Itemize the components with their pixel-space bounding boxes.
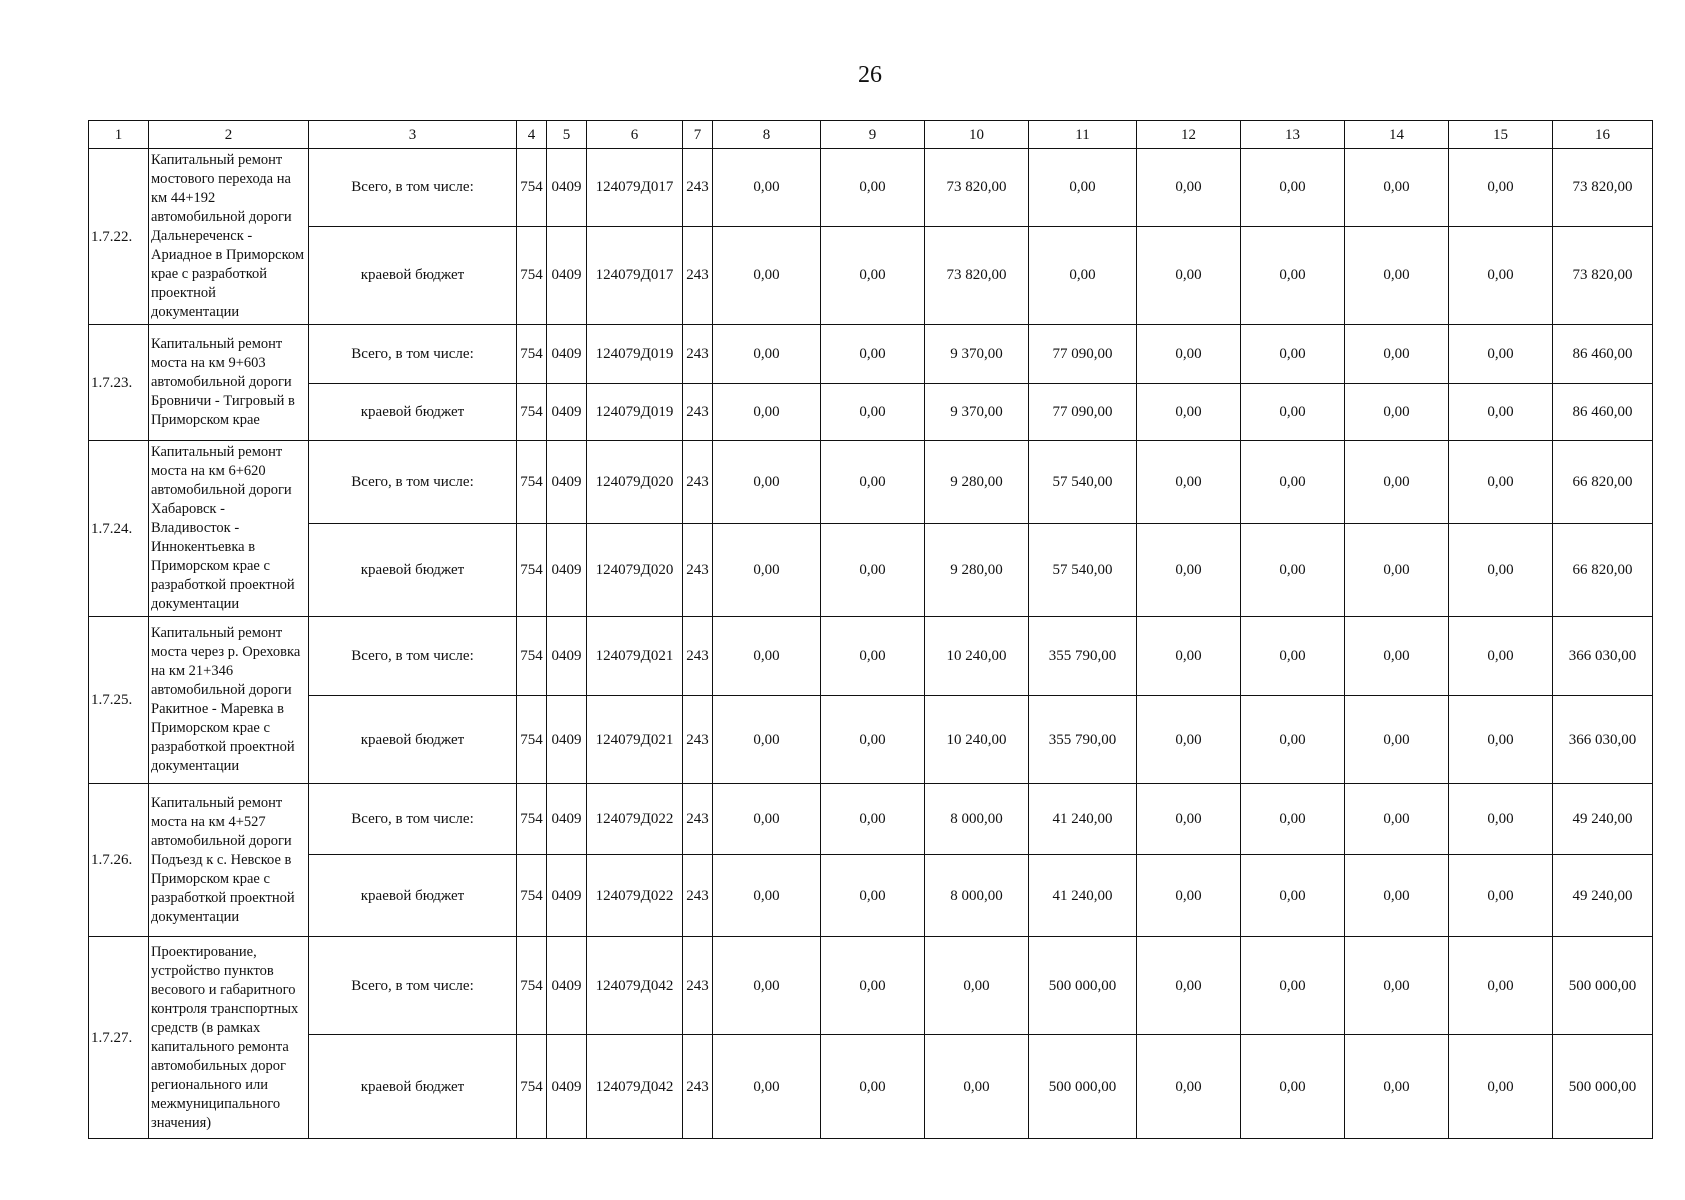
value-col-8: 0,00 bbox=[713, 441, 821, 524]
value-col-15: 0,00 bbox=[1449, 617, 1553, 696]
value-col-13: 0,00 bbox=[1241, 1035, 1345, 1139]
value-col-13: 0,00 bbox=[1241, 617, 1345, 696]
row-number: 1.7.25. bbox=[89, 617, 149, 784]
code-vr: 243 bbox=[683, 384, 713, 441]
value-col-12: 0,00 bbox=[1137, 149, 1241, 227]
code-csr: 124079Д022 bbox=[587, 784, 683, 855]
value-col-15: 0,00 bbox=[1449, 325, 1553, 384]
code-gr: 754 bbox=[517, 226, 547, 324]
item-name: Капитальный ремонт моста через р. Ореховка на км 21+346 автомобильной дороги Ракитное - Маревка в Приморском крае с разработкой проектной документации bbox=[149, 617, 309, 784]
code-csr: 124079Д021 bbox=[587, 696, 683, 784]
row-number: 1.7.24. bbox=[89, 441, 149, 617]
value-col-16: 86 460,00 bbox=[1553, 325, 1653, 384]
page-number: 26 bbox=[858, 62, 882, 88]
header-cell-1: 1 bbox=[89, 121, 149, 149]
header-cell-8: 8 bbox=[713, 121, 821, 149]
value-col-8: 0,00 bbox=[713, 1035, 821, 1139]
code-csr: 124079Д017 bbox=[587, 149, 683, 227]
code-gr: 754 bbox=[517, 523, 547, 616]
funding-source: краевой бюджет bbox=[309, 226, 517, 324]
code-csr: 124079Д020 bbox=[587, 441, 683, 524]
row-number: 1.7.27. bbox=[89, 937, 149, 1139]
code-vr: 243 bbox=[683, 617, 713, 696]
item-name: Капитальный ремонт мостового перехода на км 44+192 автомобильной дороги Дальнереченск - Ариадное в Приморском крае с разработкой проектной документации bbox=[149, 149, 309, 325]
value-col-9: 0,00 bbox=[821, 855, 925, 937]
table-row bbox=[89, 855, 1653, 937]
value-col-12: 0,00 bbox=[1137, 1035, 1241, 1139]
funding-source: Всего, в том числе: bbox=[309, 325, 517, 384]
value-col-15: 0,00 bbox=[1449, 523, 1553, 616]
value-col-13: 0,00 bbox=[1241, 384, 1345, 441]
funding-source: краевой бюджет bbox=[309, 384, 517, 441]
value-col-13: 0,00 bbox=[1241, 784, 1345, 855]
code-rz: 0409 bbox=[547, 855, 587, 937]
value-col-15: 0,00 bbox=[1449, 384, 1553, 441]
header-cell-3: 3 bbox=[309, 121, 517, 149]
value-col-14: 0,00 bbox=[1345, 226, 1449, 324]
code-vr: 243 bbox=[683, 696, 713, 784]
code-csr: 124079Д019 bbox=[587, 384, 683, 441]
value-col-16: 366 030,00 bbox=[1553, 617, 1653, 696]
value-col-8: 0,00 bbox=[713, 937, 821, 1035]
table-row bbox=[89, 1035, 1653, 1139]
value-col-10: 9 280,00 bbox=[925, 523, 1029, 616]
value-col-8: 0,00 bbox=[713, 226, 821, 324]
code-vr: 243 bbox=[683, 784, 713, 855]
code-vr: 243 bbox=[683, 523, 713, 616]
value-col-9: 0,00 bbox=[821, 523, 925, 616]
table-row bbox=[89, 523, 1653, 616]
code-rz: 0409 bbox=[547, 617, 587, 696]
table-row bbox=[89, 226, 1653, 324]
code-rz: 0409 bbox=[547, 325, 587, 384]
value-col-15: 0,00 bbox=[1449, 937, 1553, 1035]
value-col-15: 0,00 bbox=[1449, 226, 1553, 324]
value-col-10: 9 280,00 bbox=[925, 441, 1029, 524]
value-col-10: 9 370,00 bbox=[925, 384, 1029, 441]
value-col-13: 0,00 bbox=[1241, 523, 1345, 616]
code-gr: 754 bbox=[517, 1035, 547, 1139]
value-col-10: 73 820,00 bbox=[925, 149, 1029, 227]
value-col-13: 0,00 bbox=[1241, 855, 1345, 937]
table-row bbox=[89, 696, 1653, 784]
value-col-8: 0,00 bbox=[713, 523, 821, 616]
funding-source: краевой бюджет bbox=[309, 855, 517, 937]
funding-source: краевой бюджет bbox=[309, 1035, 517, 1139]
header-cell-11: 11 bbox=[1029, 121, 1137, 149]
value-col-11: 355 790,00 bbox=[1029, 696, 1137, 784]
code-csr: 124079Д042 bbox=[587, 1035, 683, 1139]
value-col-13: 0,00 bbox=[1241, 441, 1345, 524]
code-rz: 0409 bbox=[547, 696, 587, 784]
budget-table bbox=[88, 120, 1653, 1139]
code-csr: 124079Д020 bbox=[587, 523, 683, 616]
value-col-8: 0,00 bbox=[713, 149, 821, 227]
value-col-16: 86 460,00 bbox=[1553, 384, 1653, 441]
value-col-12: 0,00 bbox=[1137, 937, 1241, 1035]
value-col-10: 73 820,00 bbox=[925, 226, 1029, 324]
value-col-14: 0,00 bbox=[1345, 523, 1449, 616]
value-col-8: 0,00 bbox=[713, 696, 821, 784]
value-col-10: 10 240,00 bbox=[925, 696, 1029, 784]
value-col-13: 0,00 bbox=[1241, 325, 1345, 384]
code-rz: 0409 bbox=[547, 1035, 587, 1139]
code-vr: 243 bbox=[683, 937, 713, 1035]
header-cell-9: 9 bbox=[821, 121, 925, 149]
code-csr: 124079Д019 bbox=[587, 325, 683, 384]
value-col-11: 355 790,00 bbox=[1029, 617, 1137, 696]
header-cell-14: 14 bbox=[1345, 121, 1449, 149]
value-col-9: 0,00 bbox=[821, 325, 925, 384]
table-row bbox=[89, 784, 1653, 855]
header-cell-16: 16 bbox=[1553, 121, 1653, 149]
value-col-15: 0,00 bbox=[1449, 1035, 1553, 1139]
value-col-12: 0,00 bbox=[1137, 441, 1241, 524]
code-csr: 124079Д017 bbox=[587, 226, 683, 324]
table-row bbox=[89, 937, 1653, 1035]
value-col-14: 0,00 bbox=[1345, 384, 1449, 441]
value-col-9: 0,00 bbox=[821, 226, 925, 324]
code-rz: 0409 bbox=[547, 523, 587, 616]
value-col-10: 8 000,00 bbox=[925, 855, 1029, 937]
value-col-10: 0,00 bbox=[925, 1035, 1029, 1139]
code-csr: 124079Д022 bbox=[587, 855, 683, 937]
value-col-9: 0,00 bbox=[821, 784, 925, 855]
table-row bbox=[89, 149, 1653, 227]
code-vr: 243 bbox=[683, 441, 713, 524]
funding-source: Всего, в том числе: bbox=[309, 617, 517, 696]
code-rz: 0409 bbox=[547, 384, 587, 441]
value-col-14: 0,00 bbox=[1345, 937, 1449, 1035]
value-col-9: 0,00 bbox=[821, 696, 925, 784]
code-rz: 0409 bbox=[547, 149, 587, 227]
code-vr: 243 bbox=[683, 325, 713, 384]
value-col-8: 0,00 bbox=[713, 384, 821, 441]
header-cell-7: 7 bbox=[683, 121, 713, 149]
funding-source: Всего, в том числе: bbox=[309, 441, 517, 524]
value-col-10: 10 240,00 bbox=[925, 617, 1029, 696]
code-rz: 0409 bbox=[547, 784, 587, 855]
header-cell-6: 6 bbox=[587, 121, 683, 149]
code-gr: 754 bbox=[517, 937, 547, 1035]
value-col-14: 0,00 bbox=[1345, 696, 1449, 784]
header-cell-4: 4 bbox=[517, 121, 547, 149]
value-col-9: 0,00 bbox=[821, 617, 925, 696]
code-rz: 0409 bbox=[547, 226, 587, 324]
funding-source: Всего, в том числе: bbox=[309, 784, 517, 855]
funding-source: краевой бюджет bbox=[309, 523, 517, 616]
code-csr: 124079Д042 bbox=[587, 937, 683, 1035]
header-row bbox=[89, 121, 1653, 149]
value-col-11: 77 090,00 bbox=[1029, 384, 1137, 441]
value-col-11: 41 240,00 bbox=[1029, 784, 1137, 855]
header-cell-10: 10 bbox=[925, 121, 1029, 149]
value-col-16: 500 000,00 bbox=[1553, 937, 1653, 1035]
row-number: 1.7.26. bbox=[89, 784, 149, 937]
code-gr: 754 bbox=[517, 784, 547, 855]
value-col-14: 0,00 bbox=[1345, 1035, 1449, 1139]
value-col-12: 0,00 bbox=[1137, 696, 1241, 784]
value-col-12: 0,00 bbox=[1137, 523, 1241, 616]
value-col-9: 0,00 bbox=[821, 937, 925, 1035]
value-col-10: 9 370,00 bbox=[925, 325, 1029, 384]
value-col-12: 0,00 bbox=[1137, 384, 1241, 441]
value-col-8: 0,00 bbox=[713, 784, 821, 855]
value-col-15: 0,00 bbox=[1449, 696, 1553, 784]
header-cell-13: 13 bbox=[1241, 121, 1345, 149]
code-csr: 124079Д021 bbox=[587, 617, 683, 696]
item-name: Проектирование, устройство пунктов весового и габаритного контроля транспортных средств (в рамках капитального ремонта автомобильных дорог регионального или межмуниципального значения) bbox=[149, 937, 309, 1139]
header-cell-12: 12 bbox=[1137, 121, 1241, 149]
value-col-14: 0,00 bbox=[1345, 325, 1449, 384]
funding-source: Всего, в том числе: bbox=[309, 937, 517, 1035]
code-gr: 754 bbox=[517, 855, 547, 937]
value-col-12: 0,00 bbox=[1137, 226, 1241, 324]
code-vr: 243 bbox=[683, 149, 713, 227]
value-col-12: 0,00 bbox=[1137, 617, 1241, 696]
item-name: Капитальный ремонт моста на км 4+527 автомобильной дороги Подъезд к с. Невское в Приморском крае с разработкой проектной документации bbox=[149, 784, 309, 937]
table-row bbox=[89, 325, 1653, 384]
value-col-14: 0,00 bbox=[1345, 617, 1449, 696]
value-col-15: 0,00 bbox=[1449, 855, 1553, 937]
value-col-16: 49 240,00 bbox=[1553, 855, 1653, 937]
value-col-12: 0,00 bbox=[1137, 855, 1241, 937]
value-col-13: 0,00 bbox=[1241, 149, 1345, 227]
value-col-11: 500 000,00 bbox=[1029, 937, 1137, 1035]
value-col-16: 366 030,00 bbox=[1553, 696, 1653, 784]
value-col-16: 66 820,00 bbox=[1553, 441, 1653, 524]
value-col-13: 0,00 bbox=[1241, 226, 1345, 324]
value-col-9: 0,00 bbox=[821, 384, 925, 441]
value-col-15: 0,00 bbox=[1449, 149, 1553, 227]
value-col-11: 0,00 bbox=[1029, 149, 1137, 227]
value-col-14: 0,00 bbox=[1345, 784, 1449, 855]
value-col-11: 0,00 bbox=[1029, 226, 1137, 324]
value-col-9: 0,00 bbox=[821, 441, 925, 524]
value-col-15: 0,00 bbox=[1449, 784, 1553, 855]
code-rz: 0409 bbox=[547, 441, 587, 524]
value-col-12: 0,00 bbox=[1137, 784, 1241, 855]
value-col-15: 0,00 bbox=[1449, 441, 1553, 524]
value-col-14: 0,00 bbox=[1345, 149, 1449, 227]
value-col-16: 66 820,00 bbox=[1553, 523, 1653, 616]
value-col-10: 8 000,00 bbox=[925, 784, 1029, 855]
value-col-16: 49 240,00 bbox=[1553, 784, 1653, 855]
code-vr: 243 bbox=[683, 226, 713, 324]
value-col-14: 0,00 bbox=[1345, 855, 1449, 937]
code-gr: 754 bbox=[517, 696, 547, 784]
value-col-11: 77 090,00 bbox=[1029, 325, 1137, 384]
value-col-13: 0,00 bbox=[1241, 937, 1345, 1035]
table-row bbox=[89, 441, 1653, 524]
value-col-11: 41 240,00 bbox=[1029, 855, 1137, 937]
funding-source: Всего, в том числе: bbox=[309, 149, 517, 227]
code-gr: 754 bbox=[517, 384, 547, 441]
value-col-8: 0,00 bbox=[713, 617, 821, 696]
code-gr: 754 bbox=[517, 149, 547, 227]
header-cell-2: 2 bbox=[149, 121, 309, 149]
value-col-11: 57 540,00 bbox=[1029, 441, 1137, 524]
funding-source: краевой бюджет bbox=[309, 696, 517, 784]
row-number: 1.7.22. bbox=[89, 149, 149, 325]
item-name: Капитальный ремонт моста на км 9+603 автомобильной дороги Бровничи - Тигровый в Приморском крае bbox=[149, 325, 309, 441]
value-col-11: 500 000,00 bbox=[1029, 1035, 1137, 1139]
value-col-8: 0,00 bbox=[713, 855, 821, 937]
code-vr: 243 bbox=[683, 855, 713, 937]
table-row bbox=[89, 617, 1653, 696]
value-col-9: 0,00 bbox=[821, 149, 925, 227]
code-gr: 754 bbox=[517, 441, 547, 524]
value-col-16: 73 820,00 bbox=[1553, 149, 1653, 227]
value-col-10: 0,00 bbox=[925, 937, 1029, 1035]
item-name: Капитальный ремонт моста на км 6+620 автомобильной дороги Хабаровск - Владивосток - Иннокентьевка в Приморском крае с разработкой проектной документации bbox=[149, 441, 309, 617]
value-col-8: 0,00 bbox=[713, 325, 821, 384]
value-col-14: 0,00 bbox=[1345, 441, 1449, 524]
code-gr: 754 bbox=[517, 617, 547, 696]
value-col-16: 73 820,00 bbox=[1553, 226, 1653, 324]
value-col-11: 57 540,00 bbox=[1029, 523, 1137, 616]
code-rz: 0409 bbox=[547, 937, 587, 1035]
value-col-9: 0,00 bbox=[821, 1035, 925, 1139]
value-col-12: 0,00 bbox=[1137, 325, 1241, 384]
header-cell-15: 15 bbox=[1449, 121, 1553, 149]
header-cell-5: 5 bbox=[547, 121, 587, 149]
code-vr: 243 bbox=[683, 1035, 713, 1139]
code-gr: 754 bbox=[517, 325, 547, 384]
table-row bbox=[89, 384, 1653, 441]
value-col-13: 0,00 bbox=[1241, 696, 1345, 784]
value-col-16: 500 000,00 bbox=[1553, 1035, 1653, 1139]
row-number: 1.7.23. bbox=[89, 325, 149, 441]
